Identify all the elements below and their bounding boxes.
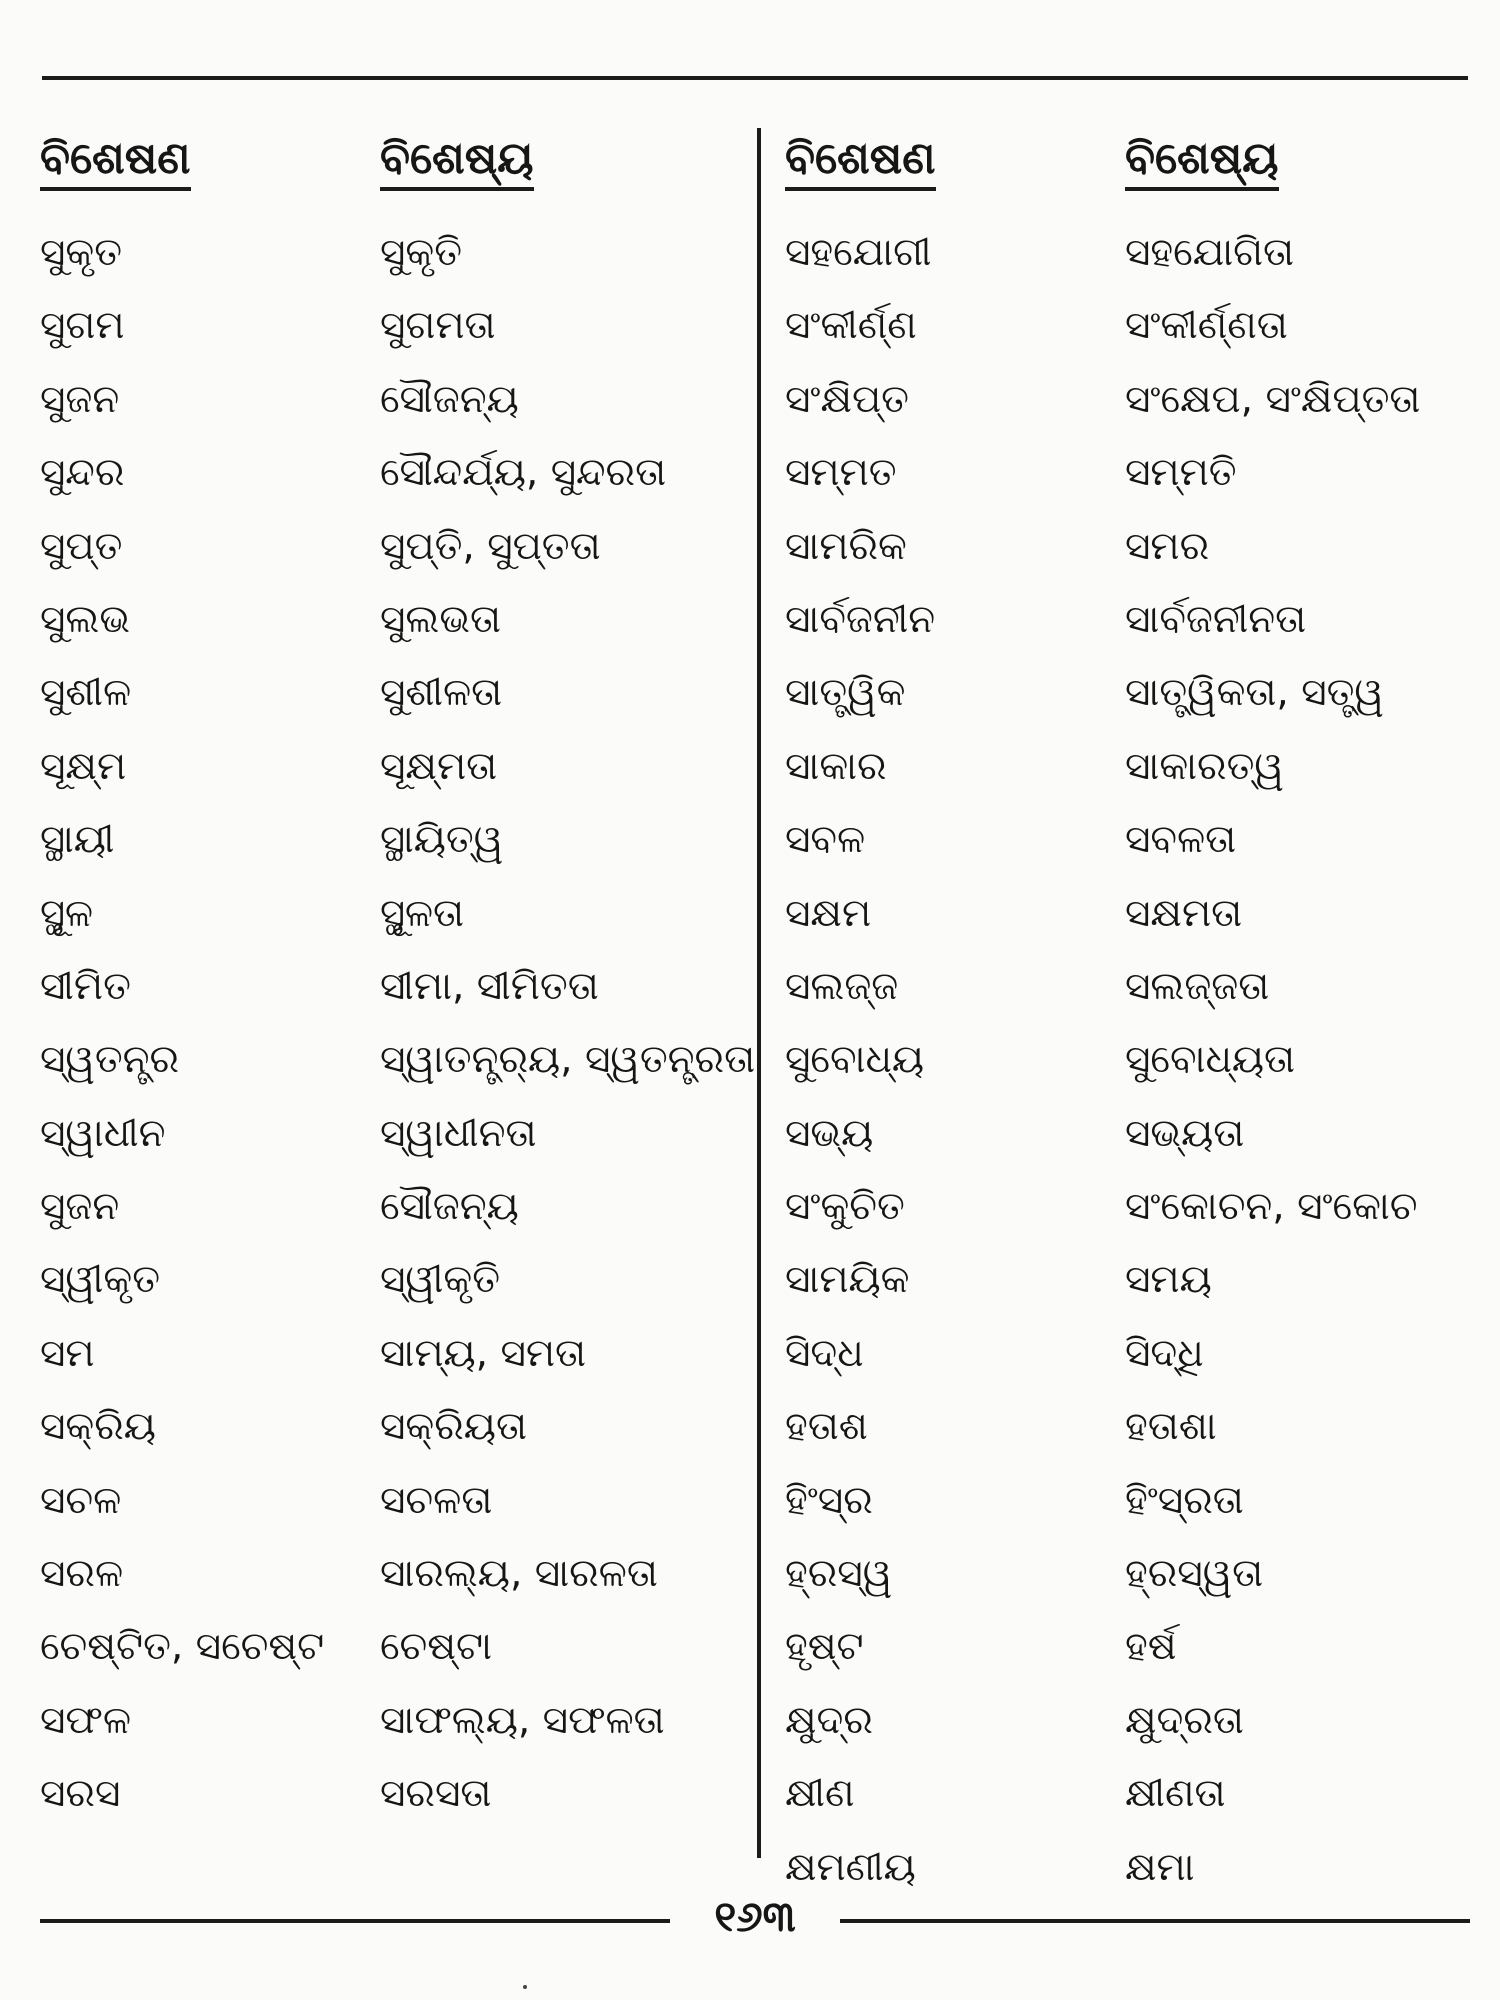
table-row bbox=[40, 956, 740, 1029]
left-word-table bbox=[40, 128, 756, 1837]
adjective-cell: ସୂକ୍ଷ୍ମ bbox=[40, 743, 127, 789]
table-row bbox=[785, 516, 1485, 589]
adjective-cell: କ୍ଷୀଣ bbox=[785, 1771, 855, 1817]
adjective-cell: ସାମରିକ bbox=[785, 523, 907, 569]
adjective-cell: ସୀମିତ bbox=[40, 963, 131, 1009]
noun-cell: କ୍ଷମା bbox=[1125, 1844, 1195, 1890]
adjective-cell: ସଫଳ bbox=[40, 1697, 132, 1743]
adjective-cell: ସାର୍ବଜନୀନ bbox=[785, 596, 936, 642]
table-row bbox=[40, 222, 740, 295]
noun-cell: ସଚଳତା bbox=[380, 1477, 493, 1523]
noun-cell: ସଲଜ୍ଜତା bbox=[1125, 963, 1270, 1009]
adjective-cell: ଚେଷ୍ଟିତ, ସଚେଷ୍ଟ bbox=[40, 1624, 325, 1670]
noun-cell: ହତାଶା bbox=[1125, 1404, 1217, 1450]
table-row bbox=[40, 369, 740, 442]
table-row bbox=[785, 662, 1485, 735]
noun-cell: ସମର bbox=[1125, 523, 1210, 569]
adjective-cell: ସକ୍ଷମ bbox=[785, 890, 872, 936]
adjective-cell: ସ୍ୱତନ୍ତ୍ର bbox=[40, 1037, 180, 1083]
table-row bbox=[40, 809, 740, 882]
table-row bbox=[785, 1396, 1485, 1469]
adjective-cell: ସୁବୋଧ୍ୟ bbox=[785, 1037, 925, 1083]
noun-cell: ସୂକ୍ଷ୍ମତା bbox=[380, 743, 498, 789]
adjective-cell: ସଭ୍ୟ bbox=[785, 1110, 874, 1156]
table-row bbox=[785, 295, 1485, 368]
footer-rule-left bbox=[40, 1919, 670, 1923]
adjective-cell: ସମ bbox=[40, 1330, 95, 1376]
header-adjective: ବିଶେଷଣ bbox=[40, 134, 191, 191]
adjective-cell: କ୍ଷୁଦ୍ର bbox=[785, 1697, 873, 1743]
adjective-cell: ସୁନ୍ଦର bbox=[40, 450, 125, 496]
noun-cell: ସବଳତା bbox=[1125, 817, 1237, 863]
noun-cell: ସୀମା, ସୀମିତତା bbox=[380, 963, 599, 1009]
table-row bbox=[40, 295, 740, 368]
noun-cell: ହ୍ରସ୍ୱତା bbox=[1125, 1551, 1264, 1597]
noun-cell: ସମ୍ମତି bbox=[1125, 450, 1237, 496]
noun-cell: ସହଯୋଗିତା bbox=[1125, 230, 1295, 275]
table-row bbox=[785, 809, 1485, 882]
table-row bbox=[40, 1029, 756, 1102]
table-row bbox=[40, 1763, 740, 1836]
table-row bbox=[40, 1396, 740, 1469]
adjective-cell: ସହଯୋଗୀ bbox=[785, 230, 932, 275]
adjective-cell: ସବଳ bbox=[785, 817, 866, 863]
adjective-cell: ସଂକ୍ଷିପ୍ତ bbox=[785, 376, 909, 422]
noun-cell: ସାରଲ୍ୟ, ସାରଳତା bbox=[380, 1551, 658, 1597]
noun-cell: ସ୍ୱୀକୃତି bbox=[380, 1257, 501, 1303]
table-row bbox=[40, 1176, 740, 1249]
noun-cell: ସ୍ଥୂଳତା bbox=[380, 890, 465, 936]
adjective-cell: ହିଂସ୍ର bbox=[785, 1477, 873, 1523]
noun-cell: ହର୍ଷ bbox=[1125, 1624, 1177, 1670]
adjective-cell: ସାତ୍ତ୍ୱିକ bbox=[785, 670, 906, 716]
print-speck bbox=[523, 1985, 527, 1989]
table-header-row bbox=[40, 128, 740, 222]
adjective-cell: ସୁଶୀଳ bbox=[40, 670, 132, 716]
table-row bbox=[785, 1249, 1485, 1322]
adjective-cell: ସ୍ଥାୟୀ bbox=[40, 817, 115, 863]
header-noun: ବିଶେଷ୍ୟ bbox=[1125, 134, 1279, 191]
table-row bbox=[785, 1543, 1485, 1616]
adjective-cell: ହ୍ରସ୍ୱ bbox=[785, 1551, 893, 1597]
adjective-cell: ସ୍ୱୀକୃତ bbox=[40, 1257, 161, 1303]
noun-cell: ସଂକ୍ଷେପ, ସଂକ୍ଷିପ୍ତତା bbox=[1125, 376, 1421, 422]
table-row bbox=[785, 369, 1485, 442]
table-row bbox=[40, 589, 740, 662]
adjective-cell: ସାକାର bbox=[785, 743, 887, 789]
table-row bbox=[785, 956, 1485, 1029]
table-row bbox=[40, 1616, 740, 1689]
adjective-cell: ସକ୍ରିୟ bbox=[40, 1404, 156, 1450]
table-row bbox=[40, 736, 740, 809]
top-rule bbox=[42, 76, 1468, 80]
table-row bbox=[40, 883, 740, 956]
adjective-cell: ସିଦ୍ଧ bbox=[785, 1330, 864, 1376]
noun-cell: ସାତ୍ତ୍ୱିକତା, ସତ୍ତ୍ୱ bbox=[1125, 670, 1384, 716]
table-row bbox=[785, 1176, 1485, 1249]
noun-cell: ସ୍ଥାୟିତ୍ୱ bbox=[380, 817, 504, 863]
adjective-cell: ସଚଳ bbox=[40, 1477, 122, 1523]
adjective-cell: ସୁଜନ bbox=[40, 376, 120, 422]
noun-cell: ସରସତା bbox=[380, 1771, 492, 1817]
noun-cell: ସାର୍ବଜନୀନତା bbox=[1125, 596, 1307, 642]
noun-cell: ସମୟ bbox=[1125, 1257, 1212, 1303]
noun-cell: ସାଫଲ୍ୟ, ସଫଳତା bbox=[380, 1697, 665, 1743]
noun-cell: କ୍ଷୀଣତା bbox=[1125, 1771, 1226, 1817]
adjective-cell: ସୁଗମ bbox=[40, 303, 125, 349]
adjective-cell: ସଲଜ୍ଜ bbox=[785, 963, 899, 1009]
noun-cell: ସୁବୋଧ୍ୟତା bbox=[1125, 1037, 1296, 1083]
noun-cell: ସୁଶୀଳତା bbox=[380, 670, 503, 716]
adjective-cell: ସଂକୀର୍ଣ୍ଣ bbox=[785, 303, 917, 349]
noun-cell: ସୌଜନ୍ୟ bbox=[380, 376, 519, 422]
adjective-cell: ସୁଜନ bbox=[40, 1184, 120, 1230]
table-row bbox=[40, 516, 740, 589]
table-row bbox=[40, 1690, 740, 1763]
noun-cell: ସଂକୀର୍ଣ୍ଣତା bbox=[1125, 303, 1288, 349]
table-row bbox=[785, 883, 1485, 956]
noun-cell: ସୌନ୍ଦର୍ଯ୍ୟ, ସୁନ୍ଦରତା bbox=[380, 450, 667, 496]
column-divider bbox=[757, 128, 761, 1858]
adjective-cell: ସରସ bbox=[40, 1771, 121, 1817]
table-row bbox=[785, 1616, 1485, 1689]
adjective-cell: ହୃଷ୍ଟ bbox=[785, 1624, 864, 1670]
noun-cell: କ୍ଷୁଦ୍ରତା bbox=[1125, 1697, 1244, 1743]
noun-cell: ସକ୍ରିୟତା bbox=[380, 1404, 527, 1450]
table-row bbox=[785, 736, 1485, 809]
adjective-cell: କ୍ଷମଣୀୟ bbox=[785, 1844, 916, 1890]
header-adjective: ବିଶେଷଣ bbox=[785, 134, 936, 191]
adjective-cell: ସୁପ୍ତ bbox=[40, 523, 123, 569]
table-row bbox=[785, 222, 1485, 295]
noun-cell: ସ୍ୱାତନ୍ତ୍ର୍ୟ, ସ୍ୱତନ୍ତ୍ରତା bbox=[380, 1037, 756, 1083]
table-row bbox=[785, 1470, 1485, 1543]
noun-cell: ସଂକୋଚନ, ସଂକୋଚ bbox=[1125, 1184, 1418, 1230]
noun-cell: ଚେଷ୍ଟା bbox=[380, 1624, 492, 1670]
table-row bbox=[40, 662, 740, 735]
adjective-cell: ସାମୟିକ bbox=[785, 1257, 910, 1303]
footer-rule-right bbox=[840, 1919, 1470, 1923]
page-footer bbox=[40, 1890, 1470, 1950]
noun-cell: ସାମ୍ୟ, ସମତା bbox=[380, 1330, 587, 1376]
adjective-cell: ସଂକୁଚିତ bbox=[785, 1184, 905, 1230]
adjective-cell: ସ୍ୱାଧୀନ bbox=[40, 1110, 166, 1156]
adjective-cell: ସୁକୃତ bbox=[40, 230, 123, 275]
noun-cell: ହିଂସ୍ରତା bbox=[1125, 1477, 1244, 1523]
adjective-cell: ସମ୍ମତ bbox=[785, 450, 897, 496]
noun-cell: ସୁଲଭତା bbox=[380, 596, 502, 642]
adjective-cell: ସରଳ bbox=[40, 1551, 124, 1597]
table-row bbox=[40, 1323, 740, 1396]
table-row bbox=[785, 1103, 1485, 1176]
table-row bbox=[40, 1103, 740, 1176]
table-row bbox=[785, 1763, 1485, 1836]
table-row bbox=[40, 1249, 740, 1322]
adjective-cell: ସୁଲଭ bbox=[40, 596, 131, 642]
adjective-cell: ସ୍ଥୂଳ bbox=[40, 890, 94, 936]
page-number: ୧୬୩ bbox=[714, 1892, 796, 1941]
table-row bbox=[40, 1470, 740, 1543]
table-header-row bbox=[785, 128, 1485, 222]
table-row bbox=[40, 1543, 740, 1616]
noun-cell: ସାକାରତ୍ୱ bbox=[1125, 743, 1284, 789]
noun-cell: ସକ୍ଷମତା bbox=[1125, 890, 1243, 936]
noun-cell: ସୁଗମତା bbox=[380, 303, 496, 349]
table-row bbox=[785, 1690, 1485, 1763]
table-row bbox=[785, 1029, 1485, 1102]
noun-cell: ସୌଜନ୍ୟ bbox=[380, 1184, 519, 1230]
table-row bbox=[785, 1323, 1485, 1396]
table-row bbox=[785, 589, 1485, 662]
table-row bbox=[40, 442, 740, 515]
noun-cell: ସୁପ୍ତି, ସୁପ୍ତତା bbox=[380, 523, 601, 569]
right-word-table bbox=[785, 128, 1485, 1910]
noun-cell: ସୁକୃତି bbox=[380, 230, 463, 275]
adjective-cell: ହତାଶ bbox=[785, 1404, 868, 1450]
noun-cell: ସ୍ୱାଧୀନତା bbox=[380, 1110, 537, 1156]
noun-cell: ସିଦ୍ଧି bbox=[1125, 1330, 1204, 1376]
header-noun: ବିଶେଷ୍ୟ bbox=[380, 134, 534, 191]
noun-cell: ସଭ୍ୟତା bbox=[1125, 1110, 1245, 1156]
table-row bbox=[785, 442, 1485, 515]
